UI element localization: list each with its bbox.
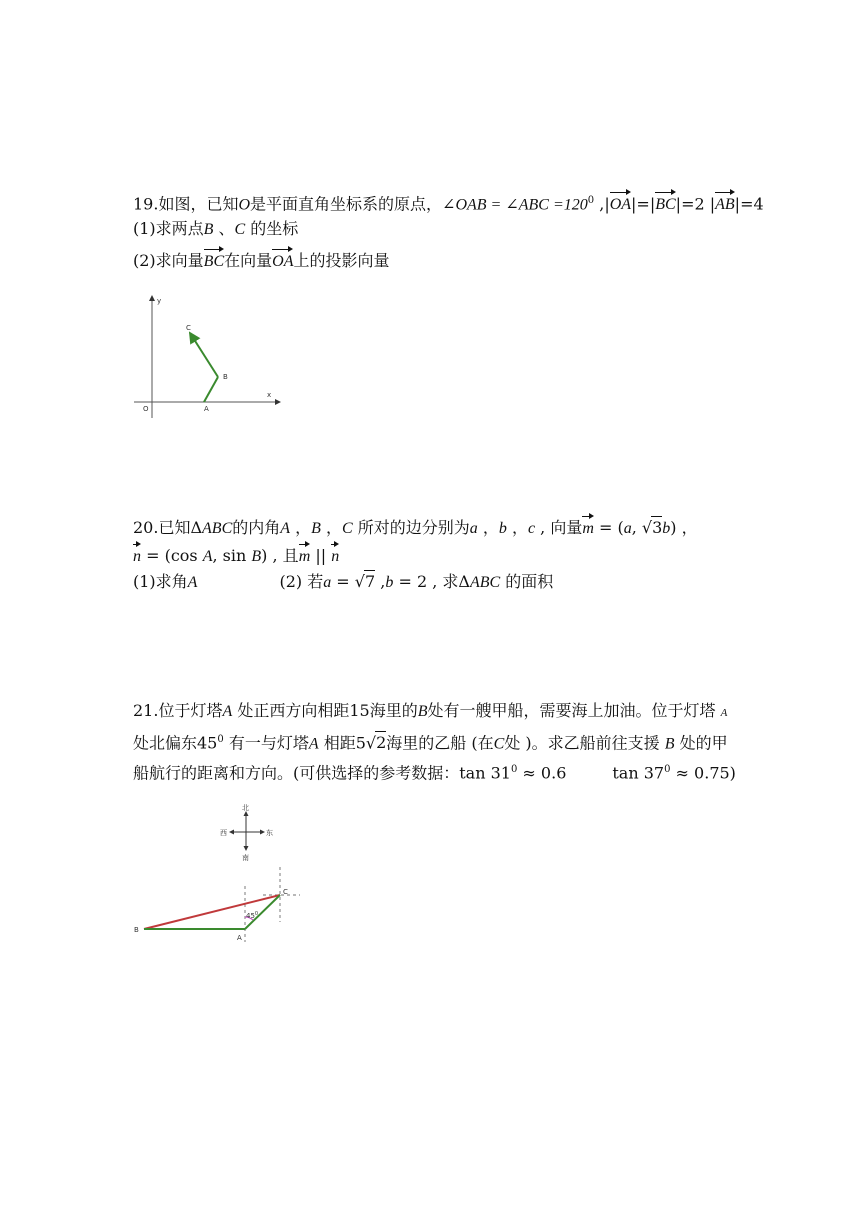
x-axis-label: x <box>267 391 272 399</box>
q21-line1: 21.位于灯塔A 处正西方向相距15海里的B处有一艘甲船，需要海上加油。位于灯塔 A <box>133 701 728 720</box>
q20-line2: n = (cos A, sin B) , 且m || n <box>133 542 339 568</box>
q19-line2: (1)求两点B 、C 的坐标 <box>133 219 299 238</box>
point-c-label: C <box>283 888 288 896</box>
angle-label: $45^0$ <box>246 911 259 920</box>
q21-triangle-figure <box>130 862 310 947</box>
q21-line3: 船航行的距离和方向。(可供选择的参考数据：$\tan 31^0 \approx 0.6$ $\tan 37^0 \approx 0.75$) <box>133 763 736 783</box>
compass-east-label: 东 <box>266 829 273 837</box>
point-a-label: A <box>237 934 242 942</box>
q19-coordinate-figure <box>130 290 290 425</box>
compass-south-label: 南 <box>242 854 249 862</box>
origin-label: O <box>143 405 149 413</box>
q20-line3: (1)求角A (2) 若a = √7 ,b = 2 , 求ΔABC 的面积 <box>133 572 554 591</box>
point-b-label: B <box>223 373 228 381</box>
segment-bc <box>144 895 280 929</box>
y-axis-label: y <box>157 297 162 305</box>
compass-north-label: 北 <box>242 804 249 812</box>
point-b-label: B <box>134 926 139 934</box>
point-c-label: C <box>186 324 191 332</box>
compass-figure <box>216 800 280 864</box>
q19-line1: 19.如图，已知O是平面直角坐标系的原点，∠OAB = ∠ABC $=120^0$ ,|OA|=|BC|=2 |AB|=4 <box>133 190 764 216</box>
q21-line2: 处北偏东$45^0$ 有一与灯塔A 相距5√2海里的乙船 (在C处 )。求乙船前往支援 B 处的甲 <box>133 733 728 753</box>
q20-line1: 20.已知ΔABC的内角A ，B ，C 所对的边分别为a ，b ，c , 向量m = (a, √3b) ， <box>133 514 698 540</box>
point-a-label: A <box>204 405 209 413</box>
segment-bc <box>190 333 218 377</box>
compass-west-label: 西 <box>220 829 227 837</box>
q19-line3: (2)求向量BC在向量OA上的投影向量 <box>133 247 389 273</box>
segment-ab <box>204 377 218 402</box>
